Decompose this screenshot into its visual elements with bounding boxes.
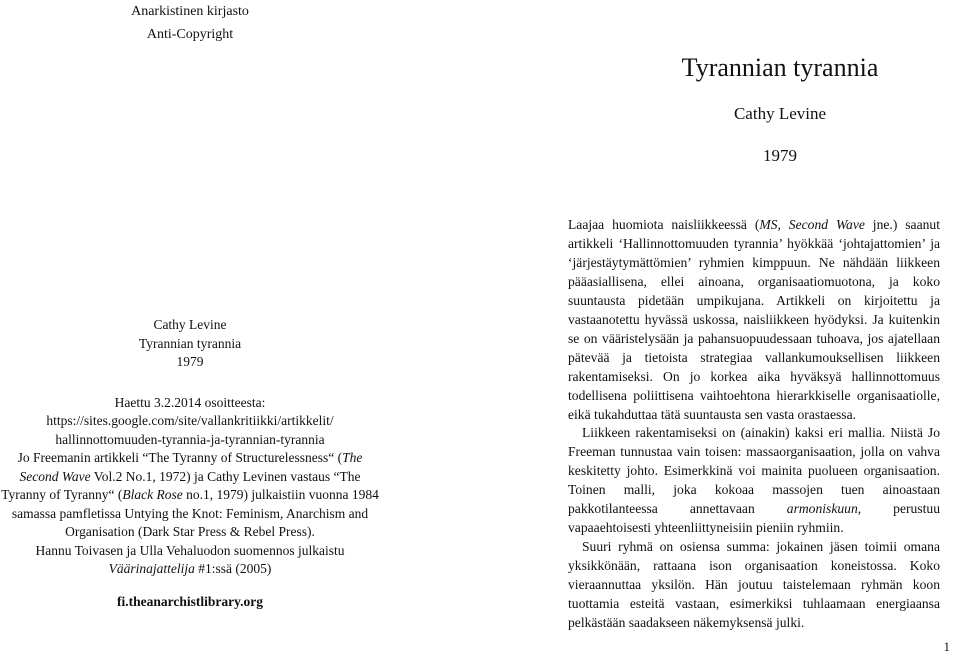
page-number: 1 xyxy=(943,639,950,654)
publication-note: Jo Freemanin artikkeli “The Tyranny of Structurelessness“ (The Second Wave Vol.2 No.1, 1972) ja Cathy Levinen vastaus “The Tyranny of Tyranny“ (Black Rose no.1, 1979) julkaistiin vuonna 1984 samassa pamfletissa Untying the Knot: Feminism, Anarchism and Organisation (Dark Star Press & Rebel Press). xyxy=(1,450,379,539)
source-url-line-1[interactable]: https://sites.google.com/site/vallankritiikki/artikkelit/ xyxy=(46,413,334,428)
colophon-author: Cathy Levine xyxy=(153,317,227,332)
article-body xyxy=(568,216,940,633)
colophon-year: 1979 xyxy=(176,354,204,369)
paragraph-2: Liikkeen rakentamiseksi on (ainakin) kaksi eri mallia. Niistä Jo Freeman tunnustaa vain toisen: massaorganisaation, jolla on vahva keskitetty johto. Esimerkkinä voi mainita puolueen organisaation. Toinen malli, joka kokoaa massojen tuen ainoastaan pakkotilanteessa annettavaan armoniskuun, perustuu vapaaehtoisesti yhteenliittyneisiin pieniin ryhmiin. xyxy=(568,425,940,536)
translation-note: Hannu Toivasen ja Ulla Vehaluodon suomennos julkaistu Väärinajattelija #1:ssä (2005) xyxy=(35,542,345,576)
colophon-title: Tyrannian tyrannia xyxy=(138,335,242,351)
retrieval-note: Haettu 3.2.2014 osoitteesta: xyxy=(114,394,266,410)
library-name: Anarkistinen kirjasto xyxy=(131,4,249,19)
copyright-notice: Anti-Copyright xyxy=(146,27,234,42)
library-site[interactable]: fi.theanarchistlibrary.org xyxy=(117,593,263,609)
paragraph-3: Suuri ryhmä on osiensa summa: jokainen jäsen toimii omana yksikkönään, rattaana ison organisaation koneistossa. Koko vieraannuttaa yksilön. Hän joutuu taistelemaan ryhmän koon tuottamia esteitä vastaan, esimerkiksi tuhlaamaan energiaansa pelkästään saadakseen näkemyksensä julki. xyxy=(568,539,940,631)
article-author: Cathy Levine xyxy=(733,104,827,123)
article-year: 1979 xyxy=(763,146,797,165)
library-header xyxy=(0,0,380,46)
article-title: Tyrannian tyrannia xyxy=(681,53,879,82)
right-page xyxy=(480,0,960,659)
paragraph-1: Laajaa huomiota naisliikkeessä (MS, Second Wave jne.) saanut artikkeli ‘Hallinnottomuuden tyrannia’ hyökkää ‘johtajattomien’ ja ‘järjestäytymättömien’ ryhmien kimppuun. Ne nähdään liikkeen pääasiallisena, ellei ainoana, organisaatiomuotona, ja koko suuntausta pidetään umpikujana. Artikkeli on kirjoitettu ja vastaanotettu hyvässä uskossa, naisliikkeen hyödyksi. Ja kuitenkin se on vääristelysään ja pahansuopuudessaan tuhoava, jos ajatellaan pätevää ja tietoista strategiaa vallankumouksellisen liikkeen rakentamiseksi. On jo korkea aika hyväksyä hallinnottomuus todellisena poliittisena vaihtoehtona hierarkkiselle organisaatiolle, eikä tukahduttaa tätä suuntausta sen vasta orastaessa. xyxy=(568,217,940,422)
source-url-line-2[interactable]: hallinnottomuuden-tyrannia-ja-tyrannian-tyrannia xyxy=(55,431,325,447)
colophon xyxy=(0,316,380,611)
